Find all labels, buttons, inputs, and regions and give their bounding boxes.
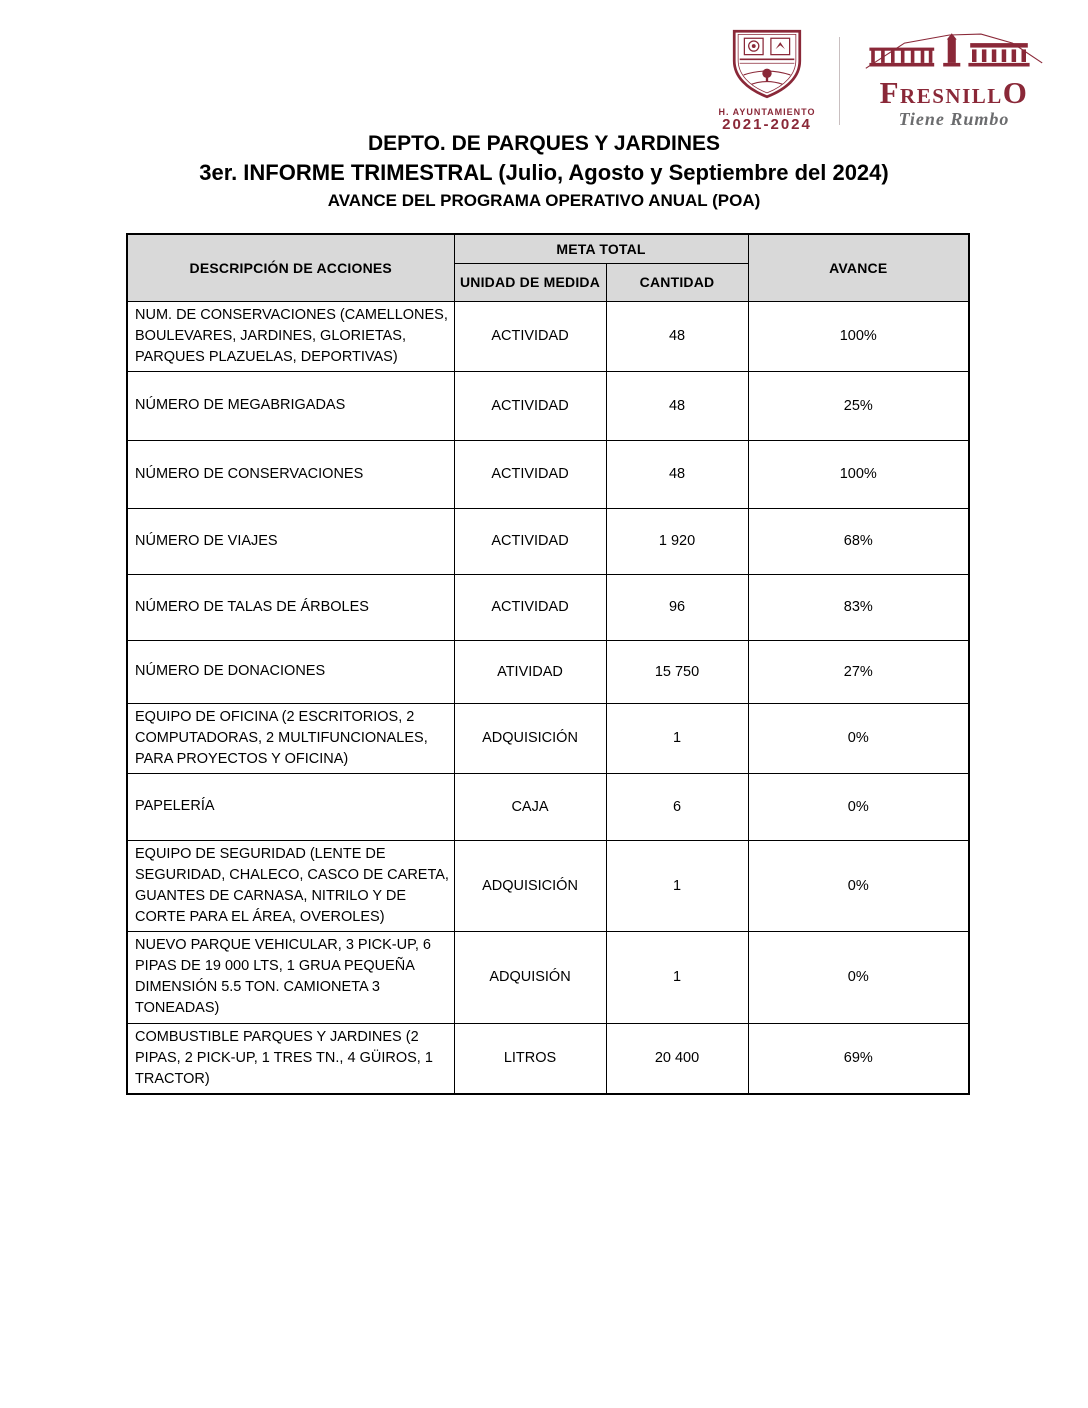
cell-quantity: 6 bbox=[606, 773, 748, 840]
brand-initial: F bbox=[879, 75, 901, 110]
cell-quantity: 1 bbox=[606, 840, 748, 931]
cell-progress: 100% bbox=[748, 440, 969, 508]
crest-shield-icon bbox=[728, 28, 806, 105]
table-row bbox=[127, 640, 969, 703]
table-row bbox=[127, 371, 969, 440]
poa-table bbox=[126, 233, 970, 1095]
table-row bbox=[127, 773, 969, 840]
cell-unit: ACTIVIDAD bbox=[454, 440, 606, 508]
cell-unit: CAJA bbox=[454, 773, 606, 840]
report-subtitle: AVANCE DEL PROGRAMA OPERATIVO ANUAL (POA) bbox=[327, 191, 761, 210]
cell-progress: 0% bbox=[748, 703, 969, 773]
fresnillo-skyline-icon bbox=[864, 32, 1044, 79]
cell-unit: ACTIVIDAD bbox=[454, 371, 606, 440]
col-header-meta-total: META TOTAL bbox=[454, 234, 748, 263]
crest-caption: H. AYUNTAMIENTO bbox=[718, 107, 816, 117]
cell-progress: 25% bbox=[748, 371, 969, 440]
cell-quantity: 48 bbox=[606, 440, 748, 508]
cell-progress: 69% bbox=[748, 1023, 969, 1094]
table-row bbox=[127, 301, 969, 371]
col-header-avance: AVANCE bbox=[748, 234, 969, 301]
cell-description: NÚMERO DE DONACIONES bbox=[127, 640, 454, 703]
table-row bbox=[127, 703, 969, 773]
report-titles bbox=[0, 130, 1088, 214]
cell-progress: 100% bbox=[748, 301, 969, 371]
cell-description: NÚMERO DE TALAS DE ÁRBOLES bbox=[127, 574, 454, 640]
cell-unit: ADQUISIÓN bbox=[454, 931, 606, 1023]
cell-description: COMBUSTIBLE PARQUES Y JARDINES (2 PIPAS, 2 PICK-UP, 1 TRES TN., 4 GÜIROS, 1 TRACTOR) bbox=[127, 1023, 454, 1094]
cell-description: EQUIPO DE OFICINA (2 ESCRITORIOS, 2 COMPUTADORAS, 2 MULTIFUNCIONALES, PARA PROYECTOS Y OFICINA) bbox=[127, 703, 454, 773]
cell-description: PAPELERÍA bbox=[127, 773, 454, 840]
brand-wordmark bbox=[879, 75, 1029, 110]
header-logos bbox=[711, 28, 1052, 133]
cell-unit: LITROS bbox=[454, 1023, 606, 1094]
table-row bbox=[127, 931, 969, 1023]
table-row bbox=[127, 840, 969, 931]
report-title: 3er. INFORME TRIMESTRAL (Julio, Agosto y Septiembre del 2024) bbox=[199, 160, 889, 185]
cell-unit: ACTIVIDAD bbox=[454, 508, 606, 574]
col-header-description: DESCRIPCIÓN DE ACCIONES bbox=[127, 234, 454, 301]
col-header-quantity: CANTIDAD bbox=[606, 263, 748, 301]
cell-quantity: 48 bbox=[606, 371, 748, 440]
table-row bbox=[127, 574, 969, 640]
crest-years: 2021-2024 bbox=[722, 116, 812, 133]
brand-tagline: Tiene Rumbo bbox=[898, 109, 1010, 129]
cell-description: NUM. DE CONSERVACIONES (CAMELLONES, BOULEVARES, JARDINES, GLORIETAS, PARQUES PLAZUELAS, DEPORTIVAS) bbox=[127, 301, 454, 371]
cell-progress: 0% bbox=[748, 840, 969, 931]
department-title: DEPTO. DE PARQUES Y JARDINES bbox=[367, 132, 721, 155]
cell-unit: ADQUISICIÓN bbox=[454, 840, 606, 931]
logo-divider bbox=[839, 37, 840, 125]
col-header-unit: UNIDAD DE MEDIDA bbox=[454, 263, 606, 301]
brand-middle: RESNILL bbox=[900, 84, 1003, 108]
table-row bbox=[127, 508, 969, 574]
cell-description: NÚMERO DE CONSERVACIONES bbox=[127, 440, 454, 508]
cell-description: NUEVO PARQUE VEHICULAR, 3 PICK-UP, 6 PIPAS DE 19 000 LTS, 1 GRUA PEQUEÑA DIMENSIÓN 5.5 TON. CAMIONETA 3 TONEADAS) bbox=[127, 931, 454, 1023]
cell-quantity: 96 bbox=[606, 574, 748, 640]
cell-quantity: 20 400 bbox=[606, 1023, 748, 1094]
cell-progress: 68% bbox=[748, 508, 969, 574]
cell-progress: 27% bbox=[748, 640, 969, 703]
table-row bbox=[127, 1023, 969, 1094]
cell-quantity: 1 920 bbox=[606, 508, 748, 574]
cell-quantity: 1 bbox=[606, 931, 748, 1023]
cell-quantity: 15 750 bbox=[606, 640, 748, 703]
cell-quantity: 48 bbox=[606, 301, 748, 371]
cell-progress: 0% bbox=[748, 931, 969, 1023]
cell-description: EQUIPO DE SEGURIDAD (LENTE DE SEGURIDAD, CHALECO, CASCO DE CARETA, GUANTES DE CARNASA, NITRILO Y DE CORTE PARA EL ÁREA, OVEROLES) bbox=[127, 840, 454, 931]
table-row bbox=[127, 440, 969, 508]
municipal-crest bbox=[711, 28, 823, 133]
cell-progress: 0% bbox=[748, 773, 969, 840]
cell-unit: ACTIVIDAD bbox=[454, 301, 606, 371]
cell-unit: ATIVIDAD bbox=[454, 640, 606, 703]
cell-progress: 83% bbox=[748, 574, 969, 640]
cell-unit: ADQUISICIÓN bbox=[454, 703, 606, 773]
fresnillo-logo bbox=[856, 32, 1052, 129]
cell-quantity: 1 bbox=[606, 703, 748, 773]
cell-description: NÚMERO DE VIAJES bbox=[127, 508, 454, 574]
cell-unit: ACTIVIDAD bbox=[454, 574, 606, 640]
cell-description: NÚMERO DE MEGABRIGADAS bbox=[127, 371, 454, 440]
brand-final: O bbox=[1002, 75, 1029, 110]
